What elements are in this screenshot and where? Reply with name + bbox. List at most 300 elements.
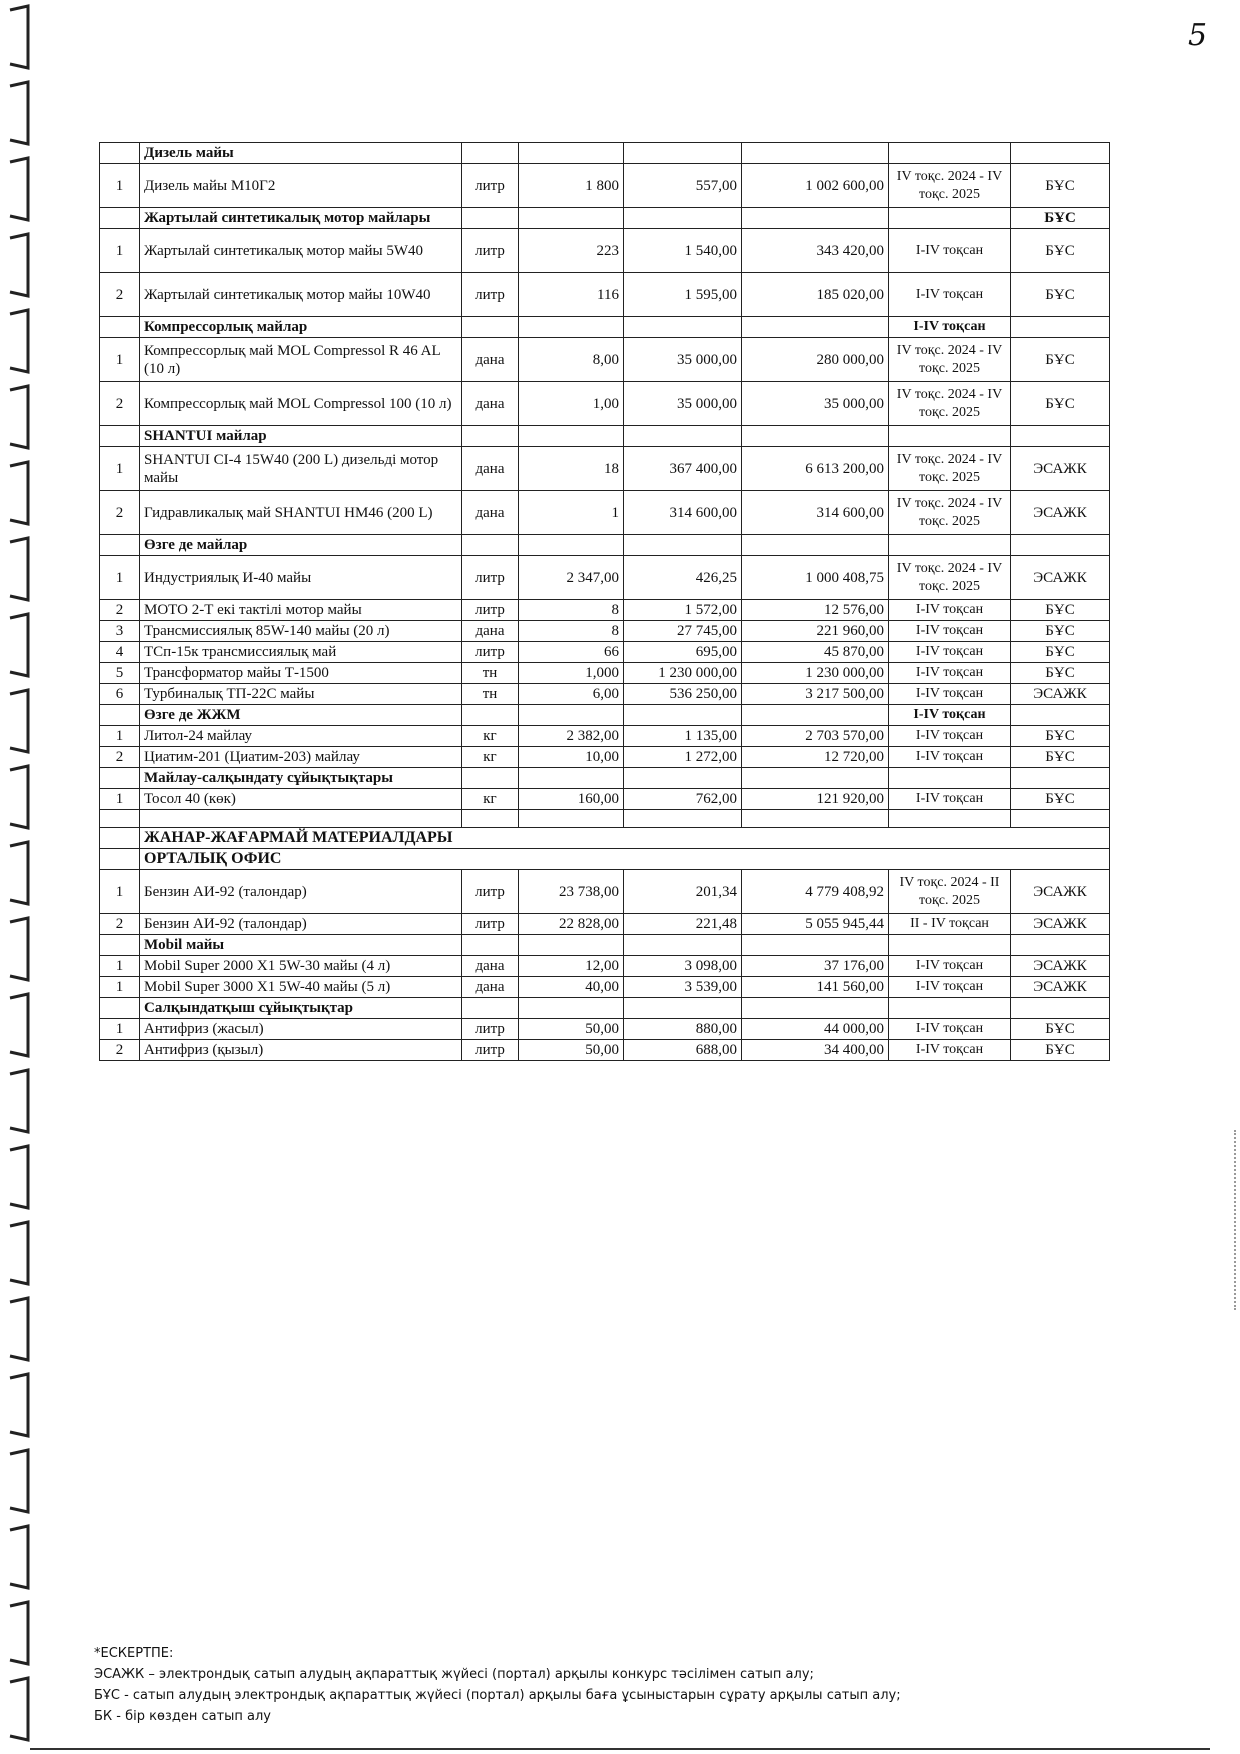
empty-cell (624, 208, 742, 229)
quantity-cell: 1 (519, 491, 624, 535)
quantity-cell: 23 738,00 (519, 870, 624, 914)
table-row (100, 1019, 1110, 1040)
table-row (100, 870, 1110, 914)
quantity-cell: 12,00 (519, 956, 624, 977)
price-cell: 426,25 (624, 556, 742, 600)
sum-cell: 44 000,00 (742, 1019, 889, 1040)
row-number: 6 (100, 684, 140, 705)
period-cell: I-IV тоқсан (889, 273, 1011, 317)
sum-cell: 45 870,00 (742, 642, 889, 663)
table-row (100, 382, 1110, 426)
table-row (100, 956, 1110, 977)
binding-hook (10, 690, 28, 752)
price-cell: 1 230 000,00 (624, 663, 742, 684)
quantity-cell: 223 (519, 229, 624, 273)
method-cell: БҰС (1011, 600, 1110, 621)
empty-cell (624, 935, 742, 956)
period-cell: IV тоқс. 2024 - IV тоқс. 2025 (889, 447, 1011, 491)
section-title: Компрессорлық майлар (140, 317, 462, 338)
item-name: Антифриз (қызыл) (140, 1040, 462, 1061)
period-cell: I-IV тоқсан (889, 977, 1011, 998)
sum-cell: 280 000,00 (742, 338, 889, 382)
empty-cell (100, 208, 140, 229)
section-title: Өзге де ЖЖМ (140, 705, 462, 726)
sum-cell: 221 960,00 (742, 621, 889, 642)
row-number: 1 (100, 229, 140, 273)
quantity-cell: 2 382,00 (519, 726, 624, 747)
quantity-cell: 18 (519, 447, 624, 491)
unit-cell: дана (462, 621, 519, 642)
bottom-edge-line (30, 1748, 1210, 1750)
method-cell: БҰС (1011, 663, 1110, 684)
row-number: 1 (100, 789, 140, 810)
item-name: Жартылай синтетикалық мотор майы 5W40 (140, 229, 462, 273)
period-cell: I-IV тоқсан (889, 789, 1011, 810)
method-cell: ЭСАЖК (1011, 556, 1110, 600)
empty-cell (462, 705, 519, 726)
row-number: 1 (100, 164, 140, 208)
empty-cell (100, 849, 140, 870)
footnote-line-bus: БҰС - сатып алудың электрондық ақпараттық жүйесі (портал) арқылы баға ұсыныстарын сұрату арқылы сатып алу; (94, 1688, 901, 1703)
item-name: Турбиналық ТП-22С майы (140, 684, 462, 705)
price-cell: 688,00 (624, 1040, 742, 1061)
binding-hook (10, 1374, 28, 1436)
unit-cell: дана (462, 338, 519, 382)
period-cell: I-IV тоқсан (889, 229, 1011, 273)
row-number: 2 (100, 273, 140, 317)
empty-cell (100, 535, 140, 556)
table-row (100, 789, 1110, 810)
quantity-cell: 1,000 (519, 663, 624, 684)
method-cell: БҰС (1011, 726, 1110, 747)
table-row (100, 621, 1110, 642)
empty-cell (624, 705, 742, 726)
quantity-cell: 8 (519, 600, 624, 621)
unit-cell: дана (462, 977, 519, 998)
price-cell: 1 135,00 (624, 726, 742, 747)
row-number: 2 (100, 747, 140, 768)
empty-cell (624, 998, 742, 1019)
empty-cell (100, 935, 140, 956)
price-cell: 1 540,00 (624, 229, 742, 273)
table-row (100, 747, 1110, 768)
unit-cell: литр (462, 556, 519, 600)
item-name: Трансформатор майы Т-1500 (140, 663, 462, 684)
section-row (100, 208, 1110, 229)
price-cell: 3 098,00 (624, 956, 742, 977)
quantity-cell: 8 (519, 621, 624, 642)
price-cell: 27 745,00 (624, 621, 742, 642)
section-row (100, 705, 1110, 726)
item-name: Литол-24 майлау (140, 726, 462, 747)
section-row (100, 143, 1110, 164)
binding-hook (10, 1602, 28, 1664)
price-cell: 221,48 (624, 914, 742, 935)
method-cell (1011, 768, 1110, 789)
empty-cell (624, 535, 742, 556)
method-cell: БҰС (1011, 229, 1110, 273)
empty-cell (100, 810, 140, 828)
empty-cell (624, 143, 742, 164)
period-cell: IV тоқс. 2024 - IV тоқс. 2025 (889, 556, 1011, 600)
table-row (100, 684, 1110, 705)
price-cell: 695,00 (624, 642, 742, 663)
sum-cell: 121 920,00 (742, 789, 889, 810)
method-cell: БҰС (1011, 621, 1110, 642)
empty-cell (742, 810, 889, 828)
unit-cell: кг (462, 747, 519, 768)
empty-cell (462, 143, 519, 164)
section-title: Жартылай синтетикалық мотор майлары (140, 208, 462, 229)
table-row (100, 600, 1110, 621)
item-name: Компрессорлық май MOL Compressol R 46 AL (10 л) (140, 338, 462, 382)
binding-hook (10, 310, 28, 372)
empty-cell (519, 426, 624, 447)
footnote (94, 1643, 1194, 1727)
table-row (100, 977, 1110, 998)
period-cell: I-IV тоқсан (889, 726, 1011, 747)
price-cell: 314 600,00 (624, 491, 742, 535)
unit-cell: кг (462, 726, 519, 747)
sum-cell: 34 400,00 (742, 1040, 889, 1061)
procurement-table (99, 142, 1110, 1061)
unit-cell: дана (462, 447, 519, 491)
sum-cell: 12 576,00 (742, 600, 889, 621)
period-cell (889, 935, 1011, 956)
binding-hook (10, 994, 28, 1056)
empty-cell (519, 998, 624, 1019)
method-cell (1011, 935, 1110, 956)
table-row (100, 1040, 1110, 1061)
period-cell: I-IV тоқсан (889, 1040, 1011, 1061)
method-cell (1011, 998, 1110, 1019)
item-name: Циатим-201 (Циатим-203) майлау (140, 747, 462, 768)
binding-hook (10, 82, 28, 144)
method-cell (1011, 426, 1110, 447)
empty-cell (462, 535, 519, 556)
item-name: Дизель майы М10Г2 (140, 164, 462, 208)
item-name: Антифриз (жасыл) (140, 1019, 462, 1040)
period-cell: IV тоқс. 2024 - IV тоқс. 2025 (889, 491, 1011, 535)
quantity-cell: 116 (519, 273, 624, 317)
footnote-line-esazhk: ЭСАЖК – электрондық сатып алудың ақпараттық жүйесі (портал) арқылы конкурс тәсілімен сатып алу; (94, 1667, 814, 1682)
empty-cell (100, 143, 140, 164)
item-name: SHANTUI CI-4 15W40 (200 L) дизельді мотор майы (140, 447, 462, 491)
footnote-line-bk: БК - бір көзден сатып алу (94, 1709, 272, 1724)
footnote-title: *ЕСКЕРТПЕ: (94, 1646, 174, 1661)
unit-cell: литр (462, 273, 519, 317)
method-cell: БҰС (1011, 273, 1110, 317)
table-row (100, 229, 1110, 273)
empty-cell (100, 426, 140, 447)
binding-hook (10, 1070, 28, 1132)
period-cell (889, 998, 1011, 1019)
section-title: Өзге де майлар (140, 535, 462, 556)
table-row (100, 642, 1110, 663)
table-row (100, 338, 1110, 382)
section-title: Mobil майы (140, 935, 462, 956)
method-cell: БҰС (1011, 382, 1110, 426)
empty-cell (624, 810, 742, 828)
item-name: Бензин АИ-92 (талондар) (140, 870, 462, 914)
quantity-cell: 8,00 (519, 338, 624, 382)
price-cell: 35 000,00 (624, 338, 742, 382)
empty-cell (462, 810, 519, 828)
quantity-cell: 10,00 (519, 747, 624, 768)
method-cell: БҰС (1011, 164, 1110, 208)
row-number: 1 (100, 1019, 140, 1040)
table-heading-row (100, 828, 1110, 849)
sum-cell: 2 703 570,00 (742, 726, 889, 747)
binding-hook (10, 842, 28, 904)
sum-cell: 314 600,00 (742, 491, 889, 535)
price-cell: 557,00 (624, 164, 742, 208)
binding-hook (10, 1450, 28, 1512)
period-cell: I-IV тоқсан (889, 663, 1011, 684)
period-cell: I-IV тоқсан (889, 600, 1011, 621)
sum-cell: 5 055 945,44 (742, 914, 889, 935)
period-cell: II - IV тоқсан (889, 914, 1011, 935)
row-number: 1 (100, 726, 140, 747)
binding-hook (10, 1146, 28, 1208)
row-number: 2 (100, 1040, 140, 1061)
empty-cell (742, 317, 889, 338)
period-cell: I-IV тоқсан (889, 621, 1011, 642)
price-cell: 1 572,00 (624, 600, 742, 621)
table-row (100, 164, 1110, 208)
period-cell (889, 768, 1011, 789)
unit-cell: литр (462, 164, 519, 208)
section-title: Дизель майы (140, 143, 462, 164)
price-cell: 35 000,00 (624, 382, 742, 426)
table-heading-row (100, 849, 1110, 870)
item-name: Компрессорлық май MOL Compressol 100 (10 л) (140, 382, 462, 426)
section-row (100, 998, 1110, 1019)
period-cell: I-IV тоқсан (889, 642, 1011, 663)
method-cell (1011, 535, 1110, 556)
sum-cell: 35 000,00 (742, 382, 889, 426)
empty-cell (519, 317, 624, 338)
empty-cell (462, 998, 519, 1019)
sum-cell: 1 230 000,00 (742, 663, 889, 684)
price-cell: 762,00 (624, 789, 742, 810)
empty-cell (462, 935, 519, 956)
method-cell (1011, 143, 1110, 164)
unit-cell: литр (462, 870, 519, 914)
unit-cell: литр (462, 229, 519, 273)
row-number: 1 (100, 556, 140, 600)
method-cell (1011, 317, 1110, 338)
method-cell: БҰС (1011, 747, 1110, 768)
item-name: Жартылай синтетикалық мотор майы 10W40 (140, 273, 462, 317)
unit-cell: литр (462, 642, 519, 663)
period-cell: I-IV тоқсан (889, 1019, 1011, 1040)
section-row (100, 935, 1110, 956)
empty-cell (100, 998, 140, 1019)
empty-cell (519, 810, 624, 828)
binding-hook (10, 1526, 28, 1588)
item-name: Индустриялық И-40 майы (140, 556, 462, 600)
period-cell: I-IV тоқсан (889, 684, 1011, 705)
sum-cell: 141 560,00 (742, 977, 889, 998)
sum-cell: 3 217 500,00 (742, 684, 889, 705)
method-cell: ЭСАЖК (1011, 491, 1110, 535)
unit-cell: литр (462, 1019, 519, 1040)
method-cell: ЭСАЖК (1011, 447, 1110, 491)
table-row (100, 491, 1110, 535)
period-cell: I-IV тоқсан (889, 747, 1011, 768)
unit-cell: дана (462, 491, 519, 535)
empty-cell (140, 810, 462, 828)
item-name: Гидравликалық май SHANTUI HM46 (200 L) (140, 491, 462, 535)
unit-cell: дана (462, 956, 519, 977)
section-row (100, 768, 1110, 789)
item-name: Трансмиссиялық 85W-140 майы (20 л) (140, 621, 462, 642)
method-cell: ЭСАЖК (1011, 956, 1110, 977)
method-cell: ЭСАЖК (1011, 870, 1110, 914)
unit-cell: дана (462, 382, 519, 426)
price-cell: 880,00 (624, 1019, 742, 1040)
item-name: ТСп-15к трансмиссиялық май (140, 642, 462, 663)
unit-cell: литр (462, 914, 519, 935)
empty-cell (100, 768, 140, 789)
row-number: 1 (100, 956, 140, 977)
quantity-cell: 22 828,00 (519, 914, 624, 935)
binding-hook (10, 918, 28, 980)
binding-hook (10, 1678, 28, 1740)
empty-cell (889, 810, 1011, 828)
empty-cell (462, 768, 519, 789)
empty-cell (519, 208, 624, 229)
empty-cell (462, 426, 519, 447)
method-cell: БҰС (1011, 338, 1110, 382)
empty-cell (624, 317, 742, 338)
price-cell: 367 400,00 (624, 447, 742, 491)
section-title: Майлау-салқындату сұйықтықтары (140, 768, 462, 789)
sum-cell: 1 000 408,75 (742, 556, 889, 600)
item-name: МОТО 2-Т екі тактілі мотор майы (140, 600, 462, 621)
empty-cell (519, 705, 624, 726)
quantity-cell: 1,00 (519, 382, 624, 426)
row-number: 2 (100, 600, 140, 621)
empty-cell (742, 935, 889, 956)
row-number: 2 (100, 914, 140, 935)
quantity-cell: 2 347,00 (519, 556, 624, 600)
quantity-cell: 50,00 (519, 1019, 624, 1040)
binding-hook (10, 1298, 28, 1360)
method-cell: ЭСАЖК (1011, 684, 1110, 705)
row-number: 4 (100, 642, 140, 663)
row-number: 5 (100, 663, 140, 684)
margin-dots (1234, 1130, 1238, 1310)
method-cell: ЭСАЖК (1011, 914, 1110, 935)
unit-cell: литр (462, 600, 519, 621)
table-row (100, 273, 1110, 317)
price-cell: 3 539,00 (624, 977, 742, 998)
empty-cell (742, 768, 889, 789)
empty-cell (519, 143, 624, 164)
item-name: Mobil Super 3000 X1 5W-40 майы (5 л) (140, 977, 462, 998)
method-cell: БҰС (1011, 1019, 1110, 1040)
period-cell: IV тоқс. 2024 - IV тоқс. 2025 (889, 338, 1011, 382)
quantity-cell: 6,00 (519, 684, 624, 705)
empty-cell (742, 426, 889, 447)
method-cell: БҰС (1011, 208, 1110, 229)
page-number: 5 (1188, 18, 1208, 53)
section-row (100, 426, 1110, 447)
period-cell: I-IV тоқсан (889, 956, 1011, 977)
period-cell (889, 426, 1011, 447)
row-number: 1 (100, 870, 140, 914)
quantity-cell: 160,00 (519, 789, 624, 810)
period-cell (889, 535, 1011, 556)
row-number: 2 (100, 491, 140, 535)
quantity-cell: 1 800 (519, 164, 624, 208)
row-number: 1 (100, 977, 140, 998)
unit-cell: тн (462, 684, 519, 705)
binding-hook (10, 158, 28, 220)
empty-cell (1011, 810, 1110, 828)
sum-cell: 6 613 200,00 (742, 447, 889, 491)
empty-cell (519, 535, 624, 556)
section-row (100, 535, 1110, 556)
section-row (100, 317, 1110, 338)
empty-cell (100, 317, 140, 338)
quantity-cell: 66 (519, 642, 624, 663)
price-cell: 536 250,00 (624, 684, 742, 705)
period-cell: IV тоқс. 2024 - II тоқс. 2025 (889, 870, 1011, 914)
row-number: 1 (100, 338, 140, 382)
period-cell: I-IV тоқсан (889, 705, 1011, 726)
method-cell: ЭСАЖК (1011, 977, 1110, 998)
empty-cell (100, 705, 140, 726)
price-cell: 1 595,00 (624, 273, 742, 317)
row-number: 2 (100, 382, 140, 426)
table-row (100, 556, 1110, 600)
method-cell: БҰС (1011, 789, 1110, 810)
table-row (100, 663, 1110, 684)
binding-hook (10, 538, 28, 600)
period-cell (889, 208, 1011, 229)
sum-cell: 37 176,00 (742, 956, 889, 977)
method-cell: БҰС (1011, 1040, 1110, 1061)
period-cell: I-IV тоқсан (889, 317, 1011, 338)
item-name: Mobil Super 2000 X1 5W-30 майы (4 л) (140, 956, 462, 977)
table-row (100, 726, 1110, 747)
empty-cell (624, 768, 742, 789)
empty-cell (100, 828, 140, 849)
sum-cell: 12 720,00 (742, 747, 889, 768)
method-cell: БҰС (1011, 642, 1110, 663)
binding-hook (10, 614, 28, 676)
period-cell: IV тоқс. 2024 - IV тоқс. 2025 (889, 164, 1011, 208)
empty-cell (519, 935, 624, 956)
spiral-binding (4, 0, 34, 1754)
binding-hook (10, 234, 28, 296)
quantity-cell: 50,00 (519, 1040, 624, 1061)
item-name: Тосол 40 (көк) (140, 789, 462, 810)
empty-cell (742, 998, 889, 1019)
item-name: Бензин АИ-92 (талондар) (140, 914, 462, 935)
section-title: SHANTUI майлар (140, 426, 462, 447)
empty-cell (742, 143, 889, 164)
blank-row (100, 810, 1110, 828)
heading-cell: ЖАНАР-ЖАҒАРМАЙ МАТЕРИАЛДАРЫ (140, 828, 1110, 849)
binding-hook (10, 6, 28, 68)
unit-cell: кг (462, 789, 519, 810)
empty-cell (742, 535, 889, 556)
period-cell (889, 143, 1011, 164)
